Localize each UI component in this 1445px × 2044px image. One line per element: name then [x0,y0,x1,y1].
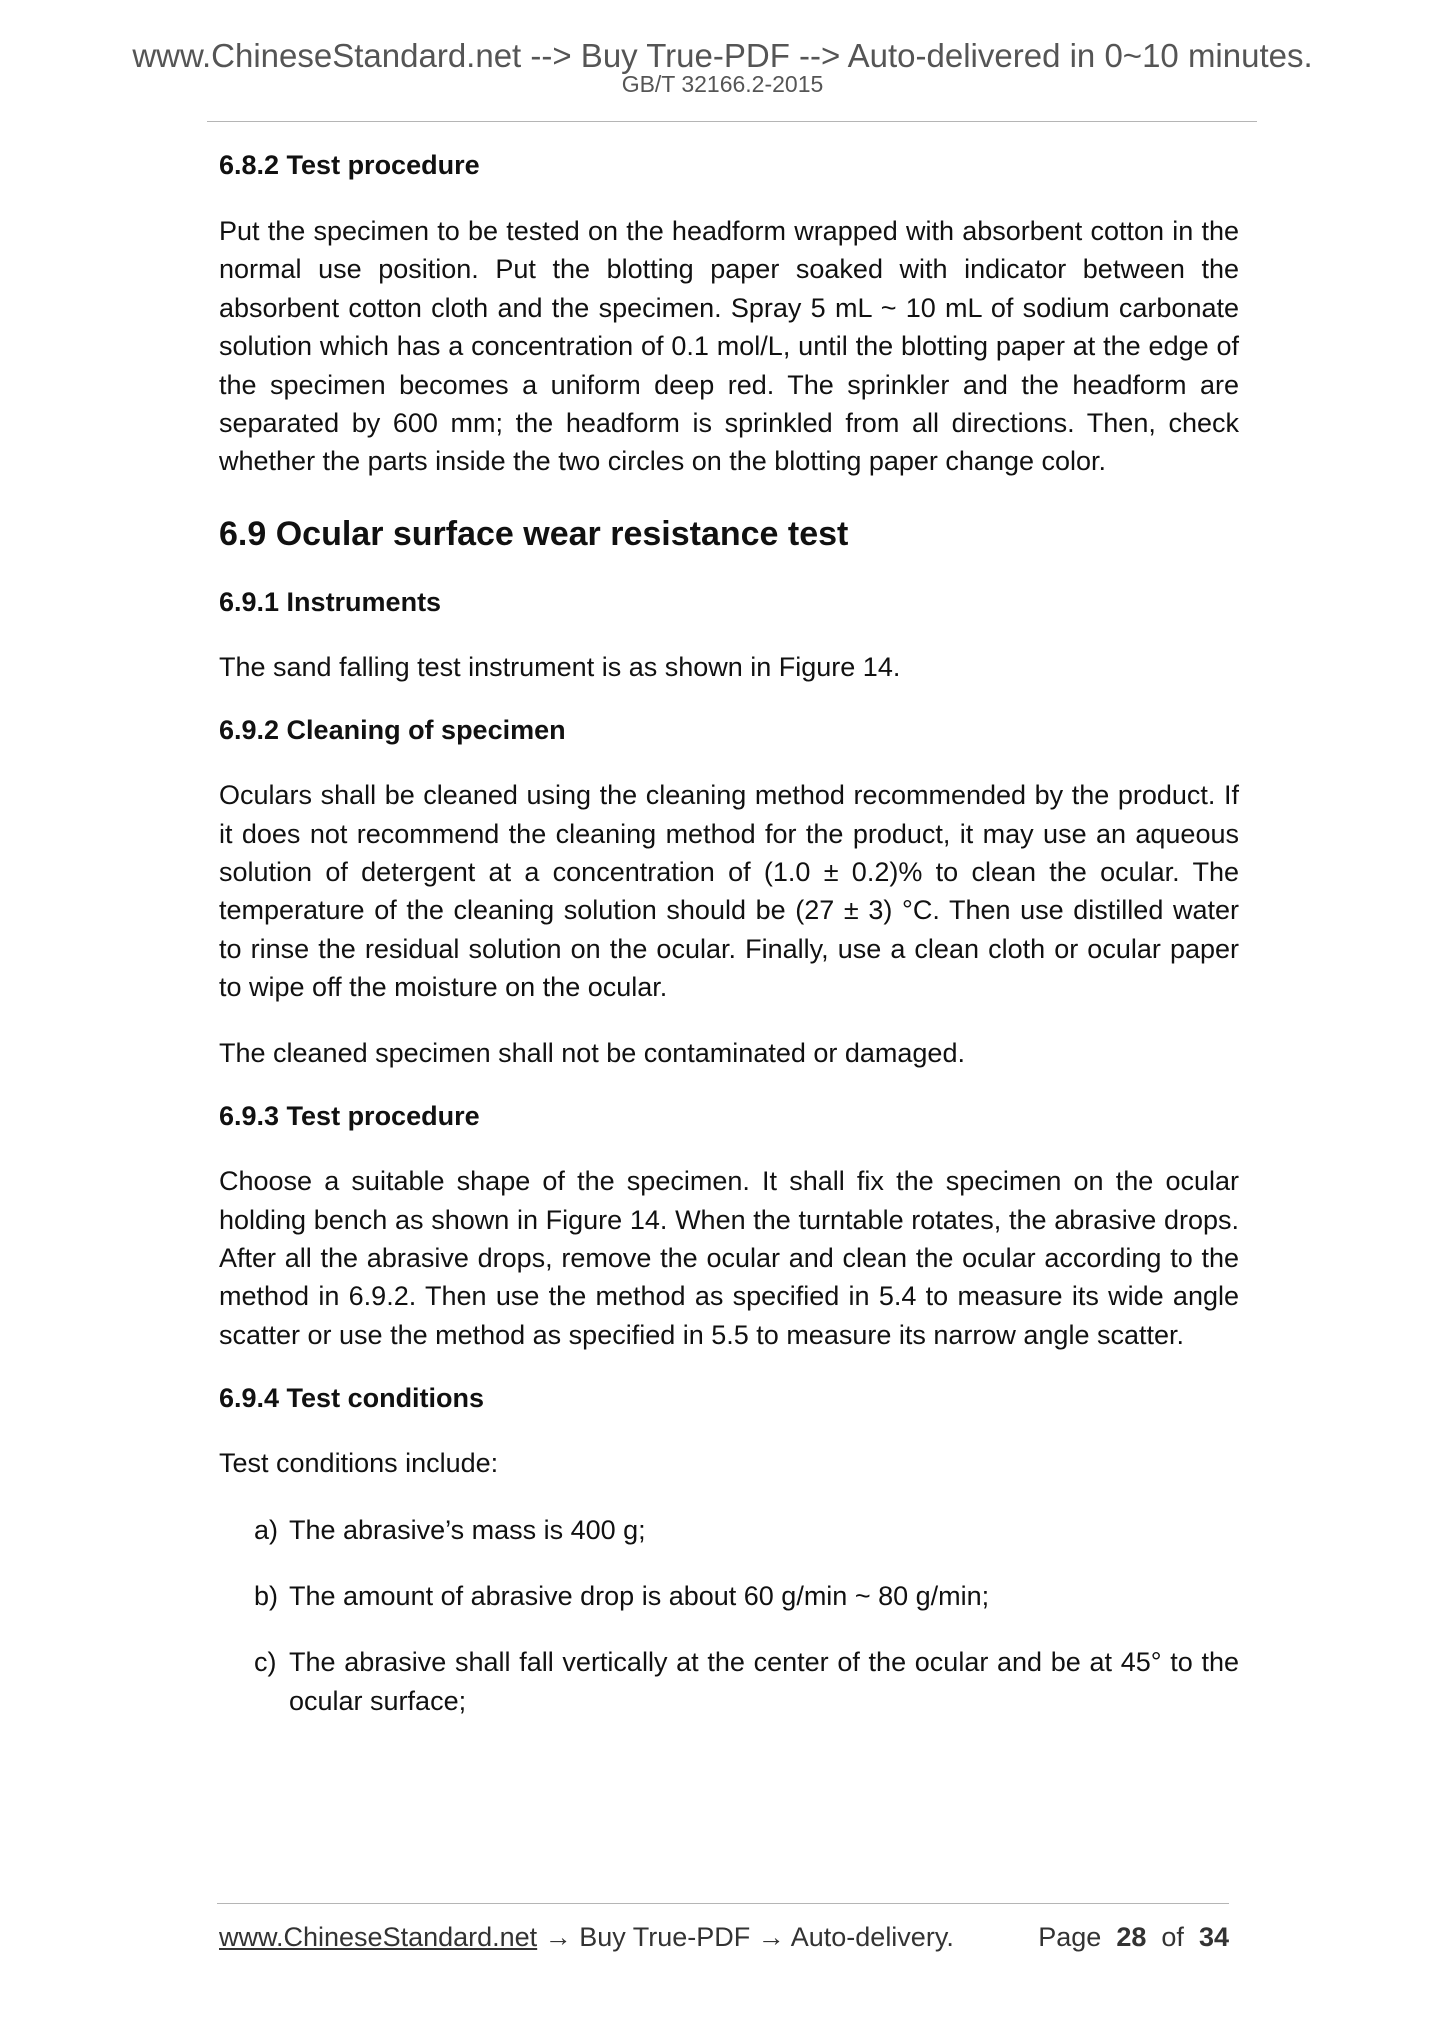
footer-site-link[interactable]: www.ChineseStandard.net [219,1922,538,1952]
list-item-text: The amount of abrasive drop is about 60 g/min ~ 80 g/min; [289,1580,990,1611]
heading-6-9-1: 6.9.1 Instruments [219,586,442,617]
heading-6-9: 6.9 Ocular surface wear resistance test [219,514,849,553]
list-item [254,1643,1239,1720]
footer-divider [217,1903,1229,1904]
page-number [1038,1921,1229,1953]
paragraph-6-9-4-intro: Test conditions include: [219,1448,499,1479]
page-total: 34 [1198,1922,1229,1952]
list-item [254,1577,1239,1615]
test-conditions-list [254,1511,1239,1721]
list-marker: c) [254,1647,277,1678]
heading-6-9-3: 6.9.3 Test procedure [219,1101,480,1132]
page-label: Page [1038,1922,1102,1952]
page-footer [219,1921,1229,1953]
list-item [254,1511,1239,1549]
heading-6-8-2: 6.8.2 Test procedure [219,150,480,180]
standard-code: GB/T 32166.2-2015 [621,71,824,97]
page-current: 28 [1116,1922,1147,1952]
list-item-text: The abrasive’s mass is 400 g; [289,1514,646,1545]
paragraph-6-9-3: Choose a suitable shape of the specimen. It shall fix the specimen on the ocular holding bench as shown in Figure 14. When the turntable rotates, the abrasive drops. After all the abrasive drops, remove the ocular and clean the ocular according to the method in 6.9.2. Then use the method as specified in 5.4 to measure its wide angle scatter or use the method as specified in 5.5 to measure its narrow angle scatter. [219,1166,1239,1350]
list-marker: b) [254,1580,279,1611]
paragraph-6-8-2: Put the specimen to be tested on the headform wrapped with absorbent cotton in the normal use position. Put the blotting paper soaked with indicator between the absorbent cotton cloth and the specimen. Spray 5 mL ~ 10 mL of sodium carbonate solution which has a concentration of 0.1 mol/L, until the blotting paper at the edge of the specimen becomes a uniform deep red. The sprinkler and the headform are separated by 600 mm; the headform is sprinkled from all directions. Then, check whether the parts inside the two circles on the blotting paper change color. [219,216,1239,477]
heading-6-9-4: 6.9.4 Test conditions [219,1383,485,1414]
paragraph-6-9-2-note: The cleaned specimen shall not be contaminated or damaged. [219,1037,965,1068]
page-of: of [1161,1922,1184,1952]
list-marker: a) [254,1514,279,1545]
list-item-text: The abrasive shall fall vertically at the center of the ocular and be at 45° to the ocular surface; [289,1647,1239,1716]
page-content [219,148,1239,1720]
heading-6-9-2: 6.9.2 Cleaning of specimen [219,715,566,746]
paragraph-6-9-1: The sand falling test instrument is as shown in Figure 14. [219,651,901,682]
top-banner-link[interactable]: www.ChineseStandard.net --> Buy True-PDF --> Auto-delivered in 0~10 minutes. [132,37,1313,74]
header-divider [207,121,1257,122]
footer-promo-text: → Buy True-PDF → Auto-delivery. [537,1922,954,1952]
paragraph-6-9-2: Oculars shall be cleaned using the cleaning method recommended by the product. If it does not recommend the cleaning method for the product, it may use an aqueous solution of detergent at a concentration of (1.0 ± 0.2)% to clean the ocular. The temperature of the cleaning solution should be (27 ± 3) °C. Then use distilled water to rinse the residual solution on the ocular. Finally, use a clean cloth or ocular paper to wipe off the moisture on the ocular. [219,780,1239,1003]
